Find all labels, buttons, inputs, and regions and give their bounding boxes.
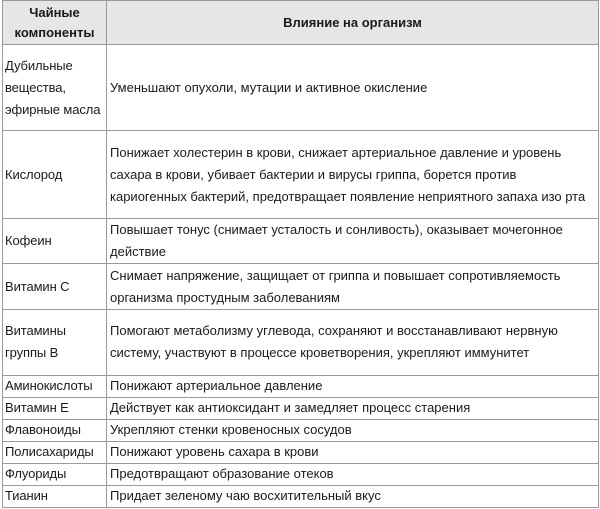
- component-cell: Кофеин: [3, 219, 107, 264]
- component-cell: Флуориды: [3, 463, 107, 485]
- effect-cell: Укрепляют стенки кровеносных сосудов: [107, 419, 599, 441]
- component-cell: Витамин Е: [3, 397, 107, 419]
- component-cell: Витамин С: [3, 264, 107, 309]
- table-row: [3, 463, 599, 485]
- component-cell: Флавоноиды: [3, 419, 107, 441]
- effect-cell: Снимает напряжение, защищает от гриппа и повышает сопротивляемость организма простудным заболеваниям: [107, 264, 599, 309]
- effect-cell: Понижает холестерин в крови, снижает артериальное давление и уровень сахара в крови, убивает бактерии и вирусы гриппа, борется против кариогенных бактерий, предотвращает появление неприятного запаха изо рта: [107, 131, 599, 219]
- table-row: [3, 45, 599, 131]
- header-component: Чайные компоненты: [3, 1, 107, 45]
- table-row: [3, 264, 599, 309]
- component-cell: Витамины группы В: [3, 309, 107, 375]
- effect-cell: Действует как антиоксидант и замедляет процесс старения: [107, 397, 599, 419]
- table-row: [3, 419, 599, 441]
- effect-cell: Предотвращают образование отеков: [107, 463, 599, 485]
- table-row: [3, 441, 599, 463]
- header-effect: Влияние на организм: [107, 1, 599, 45]
- table-row: [3, 309, 599, 375]
- table-row: [3, 131, 599, 219]
- effect-cell: Понижают артериальное давление: [107, 375, 599, 397]
- effect-cell: Уменьшают опухоли, мутации и активное окисление: [107, 45, 599, 131]
- effect-cell: Придает зеленому чаю восхитительный вкус: [107, 485, 599, 507]
- component-cell: Кислород: [3, 131, 107, 219]
- effect-cell: Повышает тонус (снимает усталость и сонливость), оказывает мочегонное действие: [107, 219, 599, 264]
- component-cell: Полисахариды: [3, 441, 107, 463]
- component-cell: Аминокислоты: [3, 375, 107, 397]
- table-row: [3, 485, 599, 507]
- component-cell: Дубильные вещества, эфирные масла: [3, 45, 107, 131]
- effect-cell: Понижают уровень сахара в крови: [107, 441, 599, 463]
- tea-components-table: [2, 0, 599, 508]
- component-cell: Тианин: [3, 485, 107, 507]
- table-row: [3, 375, 599, 397]
- effect-cell: Помогают метаболизму углевода, сохраняют и восстанавливают нервную систему, участвуют в процессе кроветворения, укрепляют иммунитет: [107, 309, 599, 375]
- table-header-row: [3, 1, 599, 45]
- table-row: [3, 397, 599, 419]
- table-row: [3, 219, 599, 264]
